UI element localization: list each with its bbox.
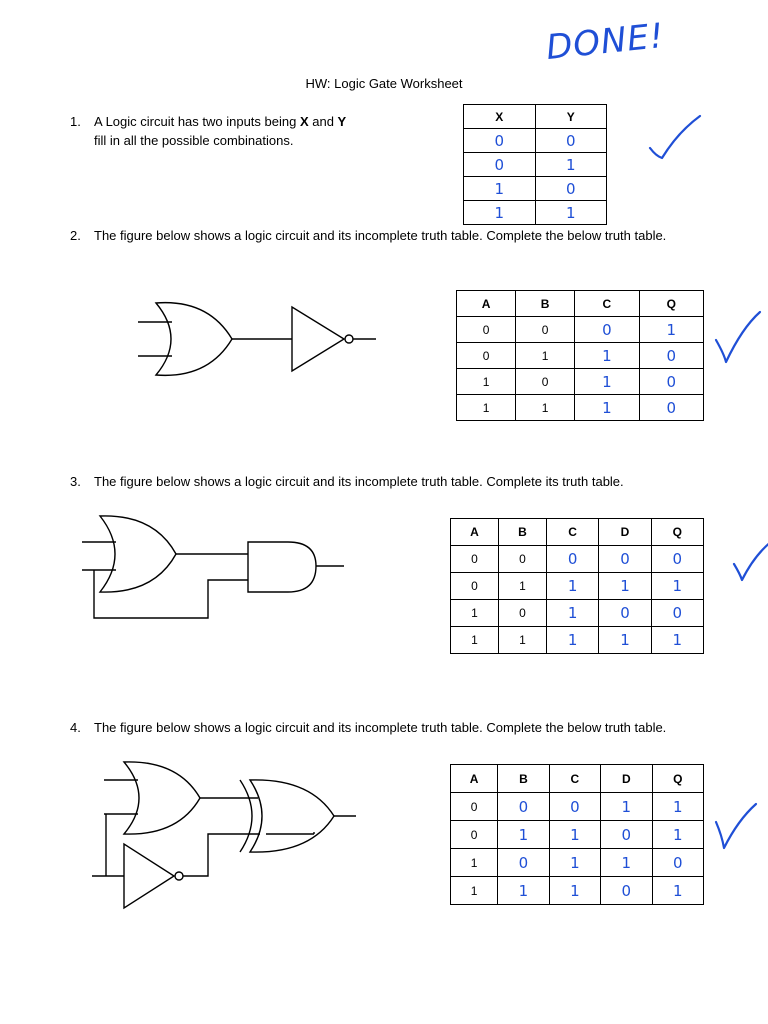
check-mark-icon — [714, 310, 768, 370]
column-header: D — [601, 765, 652, 793]
handwritten-cell: 0 — [575, 317, 639, 343]
handwritten-cell: 1 — [601, 793, 652, 821]
handwritten-cell: 0 — [639, 395, 703, 421]
truth-table-q2 — [456, 290, 704, 421]
handwritten-cell: 1 — [535, 201, 607, 225]
table-row — [451, 877, 704, 905]
circuit-q4-or-not-xor — [88, 758, 368, 918]
done-annotation: DONE! — [544, 15, 667, 69]
handwritten-cell: 1 — [464, 201, 536, 225]
worksheet-title: HW: Logic Gate Worksheet — [305, 76, 463, 91]
handwritten-cell: 0 — [601, 821, 652, 849]
handwritten-cell: 1 — [652, 877, 703, 905]
table-row — [457, 317, 704, 343]
table-cell: 1 — [451, 849, 498, 877]
question-text: The figure below shows a logic circuit and its incomplete truth table. Complete its truth table. — [94, 474, 624, 489]
table-row — [451, 821, 704, 849]
question-number: 3. — [70, 474, 81, 489]
table-cell: 0 — [451, 793, 498, 821]
table-row — [451, 546, 704, 573]
table-cell: 1 — [457, 395, 516, 421]
handwritten-cell: 1 — [575, 369, 639, 395]
handwritten-cell: 0 — [652, 849, 703, 877]
handwritten-cell: 1 — [599, 627, 651, 654]
handwritten-cell: 1 — [652, 793, 703, 821]
table-cell: 0 — [498, 600, 546, 627]
table-cell: 1 — [516, 395, 575, 421]
table-cell: 1 — [516, 343, 575, 369]
question-number: 4. — [70, 720, 81, 735]
table-cell: 1 — [451, 877, 498, 905]
handwritten-cell: 0 — [464, 129, 536, 153]
handwritten-cell: 0 — [464, 153, 536, 177]
handwritten-cell: 1 — [535, 153, 607, 177]
question-1 — [70, 112, 470, 152]
table-row — [451, 793, 704, 821]
handwritten-cell: 1 — [546, 627, 598, 654]
table-header-row — [451, 765, 704, 793]
handwritten-cell: 1 — [639, 317, 703, 343]
column-header: C — [546, 519, 598, 546]
table-header-row — [464, 105, 607, 129]
handwritten-cell: 1 — [575, 343, 639, 369]
table-header-row — [457, 291, 704, 317]
table-row — [451, 600, 704, 627]
column-header: C — [575, 291, 639, 317]
question-text: The figure below shows a logic circuit and its incomplete truth table. Complete the below truth table. — [94, 720, 667, 735]
handwritten-cell: 0 — [498, 793, 549, 821]
handwritten-cell: 1 — [601, 849, 652, 877]
table-row — [457, 343, 704, 369]
handwritten-cell: 1 — [549, 877, 600, 905]
column-header: Q — [639, 291, 703, 317]
handwritten-cell: 1 — [599, 573, 651, 600]
table-cell: 1 — [498, 627, 546, 654]
handwritten-cell: 0 — [599, 600, 651, 627]
table-row — [451, 849, 704, 877]
check-mark-icon — [732, 534, 768, 584]
handwritten-cell: 0 — [601, 877, 652, 905]
question-4 — [70, 718, 690, 758]
table-cell: 0 — [498, 546, 546, 573]
handwritten-cell: 0 — [546, 546, 598, 573]
column-header: A — [451, 765, 498, 793]
check-mark-icon — [648, 112, 708, 162]
column-header: Q — [652, 765, 703, 793]
handwritten-cell: 0 — [498, 849, 549, 877]
table-row — [464, 153, 607, 177]
handwritten-cell: 1 — [498, 821, 549, 849]
column-header: A — [451, 519, 499, 546]
table-cell: 0 — [451, 821, 498, 849]
question-3 — [70, 472, 690, 492]
handwritten-cell: 1 — [498, 877, 549, 905]
handwritten-cell: 1 — [546, 573, 598, 600]
table-cell: 1 — [498, 573, 546, 600]
table-cell: 0 — [451, 573, 499, 600]
column-header: A — [457, 291, 516, 317]
truth-table-q3 — [450, 518, 704, 654]
handwritten-cell: 0 — [651, 600, 703, 627]
column-header: Y — [535, 105, 607, 129]
handwritten-cell: 1 — [464, 177, 536, 201]
question-number: 2. — [70, 228, 81, 243]
table-cell: 0 — [516, 317, 575, 343]
handwritten-cell: 1 — [575, 395, 639, 421]
table-cell: 0 — [516, 369, 575, 395]
handwritten-cell: 0 — [535, 177, 607, 201]
circuit-q3-or-and — [78, 508, 358, 628]
column-header: B — [498, 765, 549, 793]
table-cell: 0 — [451, 546, 499, 573]
table-row — [451, 627, 704, 654]
table-cell: 0 — [457, 317, 516, 343]
check-mark-icon — [714, 800, 764, 850]
handwritten-cell: 0 — [651, 546, 703, 573]
truth-table-q4 — [450, 764, 704, 905]
question-text: The figure below shows a logic circuit and its incomplete truth table. Complete the below truth table. — [94, 228, 667, 243]
table-row — [451, 573, 704, 600]
handwritten-cell: 1 — [549, 821, 600, 849]
table-cell: 1 — [451, 627, 499, 654]
handwritten-cell: 0 — [639, 343, 703, 369]
table-row — [464, 177, 607, 201]
circuit-q2-or-not — [130, 295, 390, 385]
table-row — [457, 369, 704, 395]
table-row — [464, 129, 607, 153]
handwritten-cell: 1 — [546, 600, 598, 627]
table-header-row — [451, 519, 704, 546]
question-number: 1. — [70, 114, 81, 129]
table-cell: 0 — [457, 343, 516, 369]
question-text: A Logic circuit has two inputs being X and Y fill in all the possible combinations. — [94, 114, 347, 148]
table-cell: 1 — [451, 600, 499, 627]
column-header: B — [516, 291, 575, 317]
column-header: Q — [651, 519, 703, 546]
column-header: D — [599, 519, 651, 546]
handwritten-cell: 1 — [652, 821, 703, 849]
column-header: C — [549, 765, 600, 793]
column-header: B — [498, 519, 546, 546]
question-2 — [70, 226, 690, 266]
handwritten-cell: 1 — [549, 849, 600, 877]
truth-table-q1 — [463, 104, 607, 225]
handwritten-cell: 0 — [535, 129, 607, 153]
handwritten-cell: 1 — [651, 573, 703, 600]
table-row — [464, 201, 607, 225]
handwritten-cell: 0 — [599, 546, 651, 573]
handwritten-cell: 0 — [549, 793, 600, 821]
table-cell: 1 — [457, 369, 516, 395]
handwritten-cell: 1 — [651, 627, 703, 654]
column-header: X — [464, 105, 536, 129]
table-row — [457, 395, 704, 421]
handwritten-cell: 0 — [639, 369, 703, 395]
